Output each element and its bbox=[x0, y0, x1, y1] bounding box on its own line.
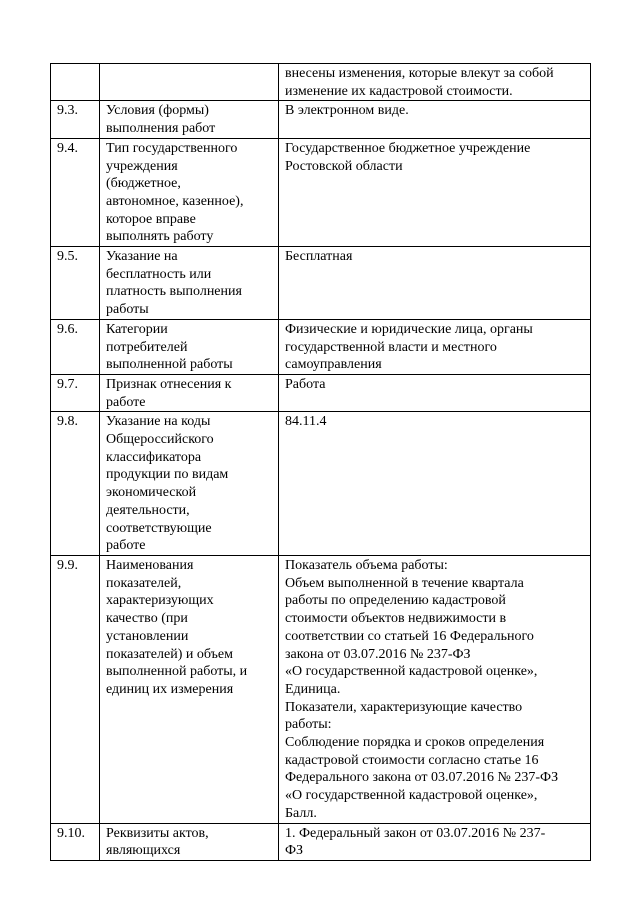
row-value-cell bbox=[279, 555, 591, 823]
row-label-cell bbox=[100, 555, 279, 823]
table-row bbox=[51, 138, 591, 246]
row-value-cell bbox=[279, 823, 591, 860]
row-label-line: потребителей bbox=[106, 339, 188, 355]
row-label-line: Условия (формы) bbox=[106, 103, 209, 119]
row-label-line: экономической bbox=[106, 485, 197, 501]
row-label-line: показателей) и объем bbox=[106, 646, 233, 662]
row-number: 9.6. bbox=[57, 321, 78, 337]
row-value-line: государственной власти и местного bbox=[285, 339, 497, 355]
table-row bbox=[51, 374, 591, 411]
row-label-line: Категории bbox=[106, 321, 168, 337]
row-value-line: закона от 03.07.2016 № 237-ФЗ bbox=[285, 646, 471, 662]
row-label-line: классификатора bbox=[106, 449, 202, 465]
row-label-line: Реквизиты актов, bbox=[106, 825, 209, 841]
row-label-line: Тип государственного bbox=[106, 140, 238, 156]
row-number-cell bbox=[51, 823, 100, 860]
row-value-line: 1. Федеральный закон от 03.07.2016 № 237- bbox=[285, 825, 546, 841]
row-value-line: соответствии со статьей 16 Федерального bbox=[285, 628, 534, 644]
row-label-line: Признак отнесения к bbox=[106, 376, 232, 392]
table-row bbox=[51, 412, 591, 556]
table-row bbox=[51, 555, 591, 823]
row-label-line: соответствующие bbox=[106, 520, 212, 536]
row-label-line: работе bbox=[106, 394, 146, 410]
row-label-line: деятельности, bbox=[106, 502, 190, 518]
row-label-cell bbox=[100, 138, 279, 246]
row-label-line: качество (при bbox=[106, 611, 188, 627]
row-label-line: показателей, bbox=[106, 575, 182, 591]
row-label-cell bbox=[100, 64, 279, 101]
row-value-line: Работа bbox=[285, 376, 326, 392]
row-label-line: Наименования bbox=[106, 557, 194, 573]
row-number: 9.7. bbox=[57, 376, 78, 392]
row-value-line: стоимости объектов недвижимости в bbox=[285, 611, 507, 627]
row-number-cell bbox=[51, 319, 100, 374]
table-body bbox=[51, 64, 591, 861]
row-label-line: Общероссийского bbox=[106, 432, 214, 448]
row-value-cell bbox=[279, 412, 591, 556]
row-value-line: изменение их кадастровой стоимости. bbox=[285, 83, 513, 99]
row-value-line: кадастровой стоимости согласно статье 16 bbox=[285, 752, 539, 768]
row-value-cell bbox=[279, 138, 591, 246]
row-label-line: (бюджетное, bbox=[106, 176, 181, 192]
row-label-cell bbox=[100, 247, 279, 320]
row-label-line: выполнять работу bbox=[106, 229, 214, 245]
table-row bbox=[51, 319, 591, 374]
row-value-line: работы по определению кадастровой bbox=[285, 593, 506, 609]
row-number-cell bbox=[51, 64, 100, 101]
row-label-line: Указание на bbox=[106, 249, 178, 265]
row-value-line: Федерального закона от 03.07.2016 № 237-ФЗ bbox=[285, 770, 559, 786]
row-label-line: выполненной работы bbox=[106, 357, 233, 373]
row-label-cell bbox=[100, 319, 279, 374]
row-label-line: характеризующих bbox=[106, 593, 214, 609]
row-number: 9.4. bbox=[57, 140, 78, 156]
row-number: 9.9. bbox=[57, 557, 78, 573]
row-label-line: единиц их измерения bbox=[106, 681, 234, 697]
row-value-line: Показатели, характеризующие качество bbox=[285, 699, 523, 715]
row-label-line: которое вправе bbox=[106, 211, 196, 227]
row-label-line: работе bbox=[106, 538, 146, 554]
row-label-line: выполнения работ bbox=[106, 121, 216, 137]
row-label-line: работы bbox=[106, 302, 149, 318]
row-value-line: внесены изменения, которые влекут за собой bbox=[285, 66, 554, 81]
row-value-line: Бесплатная bbox=[285, 249, 353, 265]
row-label-line: учреждения bbox=[106, 158, 178, 174]
table-row bbox=[51, 247, 591, 320]
row-number-cell bbox=[51, 101, 100, 138]
row-label-line: установлении bbox=[106, 628, 189, 644]
row-value-line: В электронном виде. bbox=[285, 103, 409, 119]
row-value-line: ФЗ bbox=[285, 843, 304, 859]
row-value-line: «О государственной кадастровой оценке», bbox=[285, 664, 538, 680]
row-value-line: Государственное бюджетное учреждение bbox=[285, 140, 531, 156]
row-value-line: Ростовской области bbox=[285, 158, 403, 174]
row-value-line: Единица. bbox=[285, 681, 341, 697]
row-value-cell bbox=[279, 101, 591, 138]
row-value-cell bbox=[279, 64, 591, 101]
row-value-line: Физические и юридические лица, органы bbox=[285, 321, 533, 337]
row-value-line: работы: bbox=[285, 717, 332, 733]
row-value-line: «О государственной кадастровой оценке», bbox=[285, 788, 538, 804]
row-label-cell bbox=[100, 101, 279, 138]
row-value-line: самоуправления bbox=[285, 357, 382, 373]
row-label-line: Указание на коды bbox=[106, 414, 211, 430]
row-value-cell bbox=[279, 374, 591, 411]
row-number-cell bbox=[51, 555, 100, 823]
table-row bbox=[51, 101, 591, 138]
row-label-line: являющихся bbox=[106, 843, 181, 859]
row-value-line: 84.11.4 bbox=[285, 414, 327, 430]
row-value-line: Показатель объема работы: bbox=[285, 557, 448, 573]
row-number-cell bbox=[51, 247, 100, 320]
row-label-cell bbox=[100, 412, 279, 556]
row-label-line: платность выполнения bbox=[106, 284, 242, 300]
requirements-table bbox=[50, 63, 591, 861]
row-label-line: продукции по видам bbox=[106, 467, 229, 483]
table-row bbox=[51, 823, 591, 860]
row-value-line: Объем выполненной в течение квартала bbox=[285, 575, 524, 591]
row-label-line: выполненной работы, и bbox=[106, 664, 248, 680]
row-label-cell bbox=[100, 823, 279, 860]
row-number: 9.5. bbox=[57, 249, 78, 265]
row-number: 9.3. bbox=[57, 103, 78, 119]
row-number-cell bbox=[51, 374, 100, 411]
row-label-line: бесплатность или bbox=[106, 266, 212, 282]
row-label-line: автономное, казенное), bbox=[106, 193, 244, 209]
row-value-line: Соблюдение порядка и сроков определения bbox=[285, 735, 545, 751]
table-row bbox=[51, 64, 591, 101]
row-value-line: Балл. bbox=[285, 805, 317, 821]
row-number: 9.10. bbox=[57, 825, 85, 841]
row-value-cell bbox=[279, 319, 591, 374]
row-number-cell bbox=[51, 138, 100, 246]
row-value-cell bbox=[279, 247, 591, 320]
row-number-cell bbox=[51, 412, 100, 556]
row-number: 9.8. bbox=[57, 414, 78, 430]
row-label-cell bbox=[100, 374, 279, 411]
